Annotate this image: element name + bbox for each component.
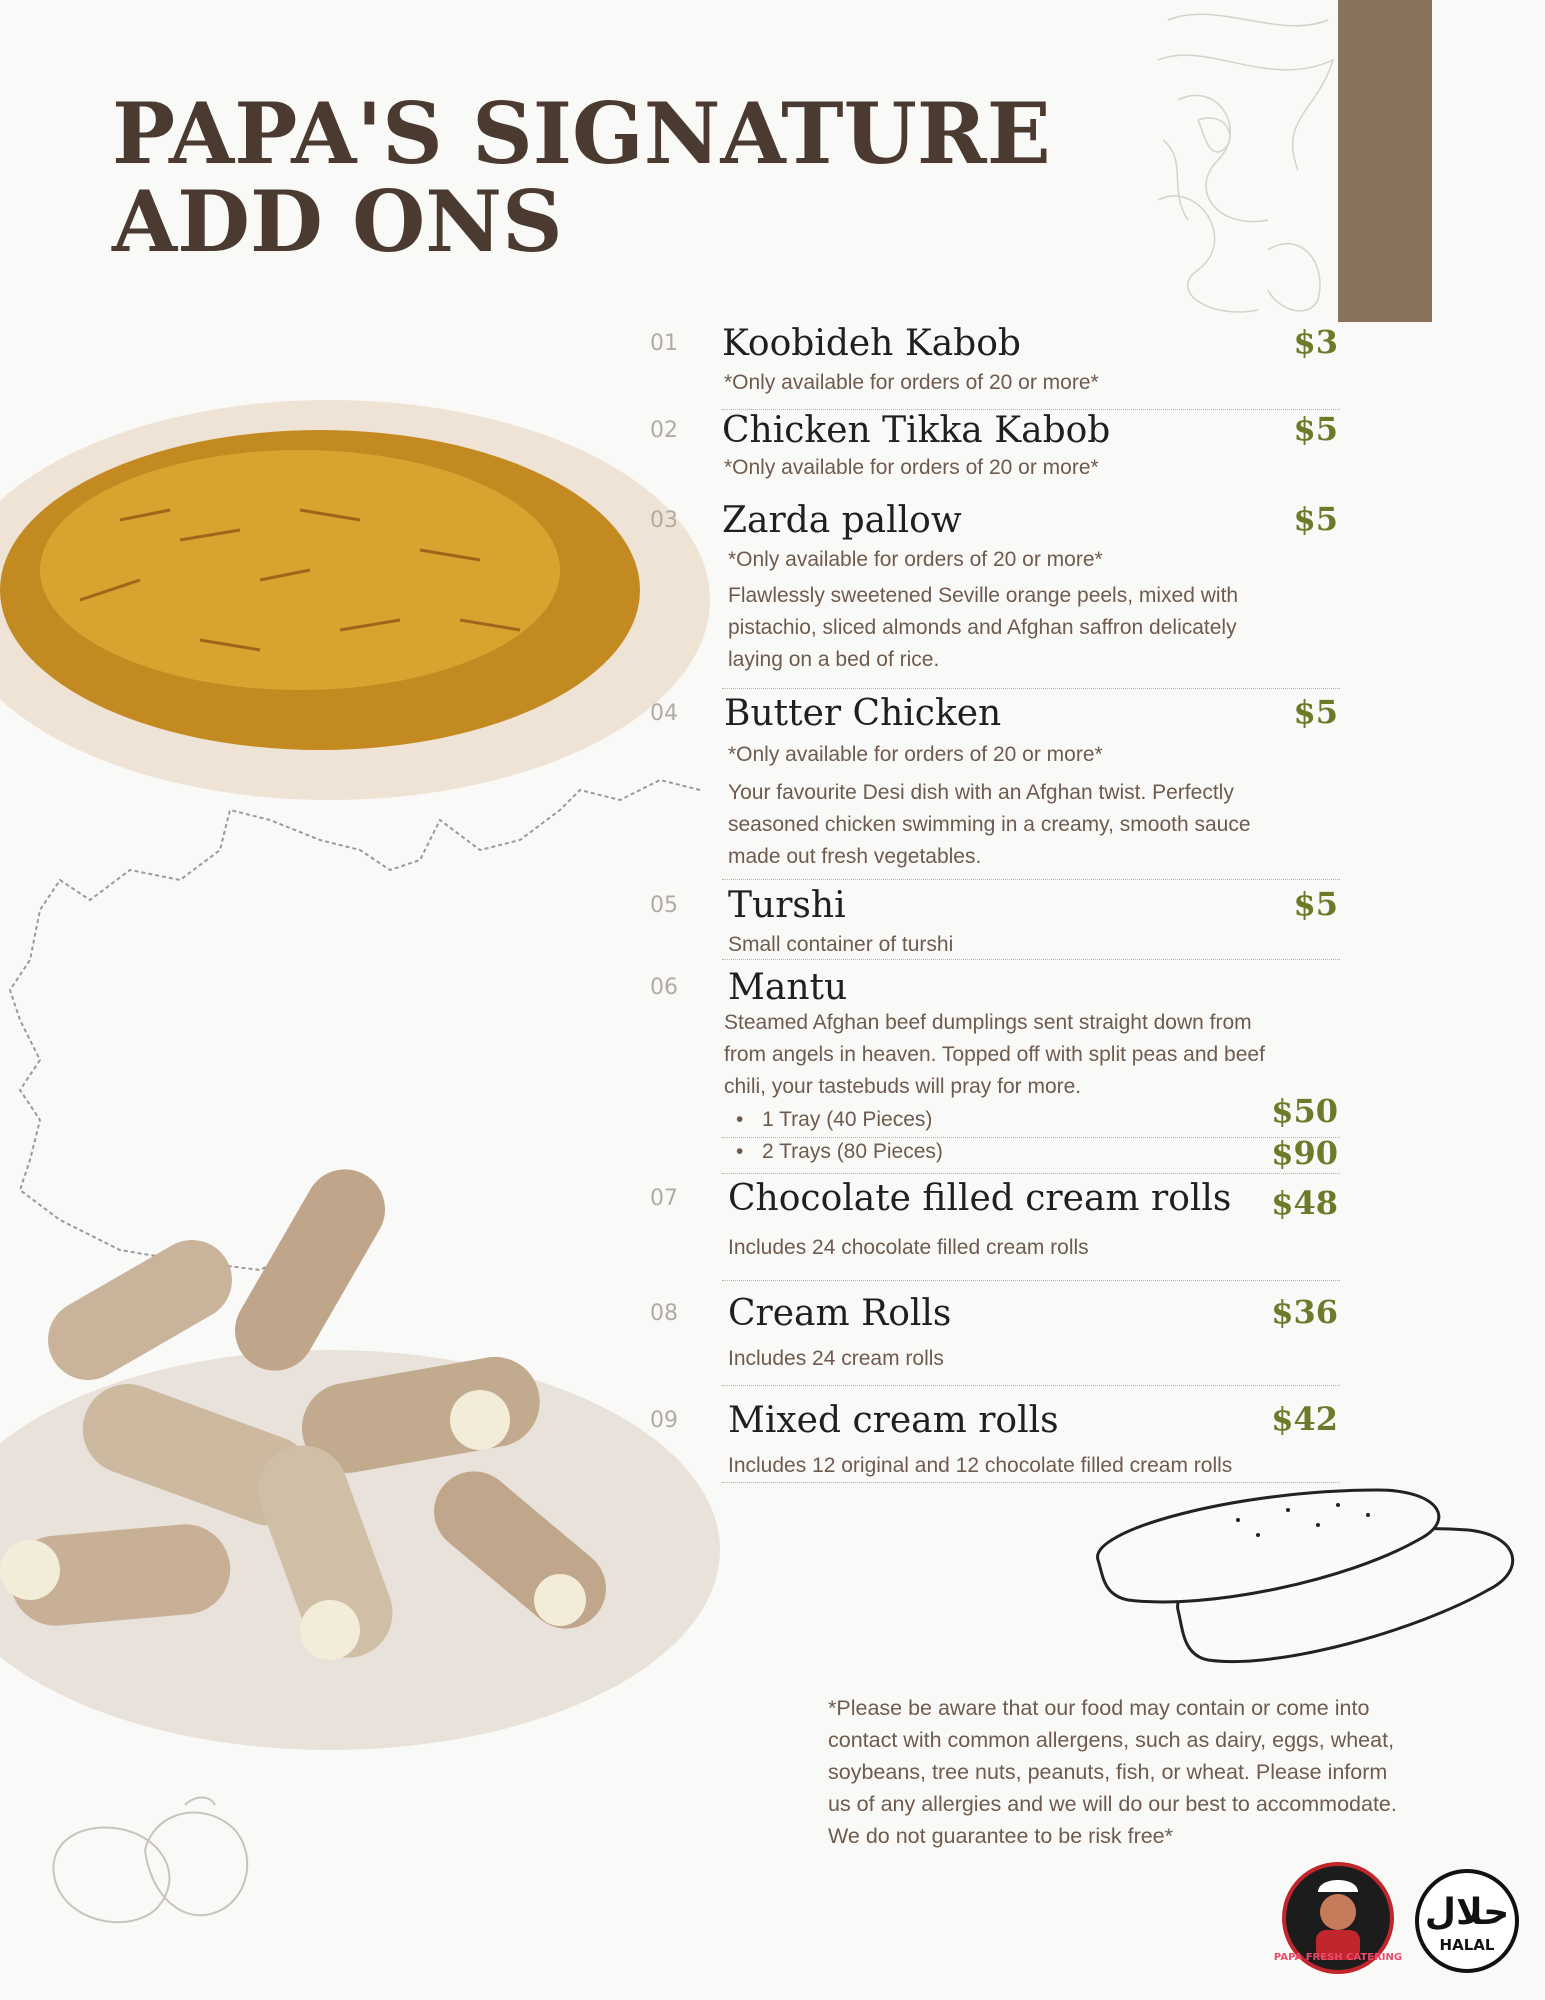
divider	[722, 879, 1340, 880]
menu-item-butter-chicken	[650, 693, 1340, 878]
mantu-option-2-price: $90	[1271, 1134, 1338, 1172]
title-line-2: ADD ONS	[112, 172, 563, 271]
mantu-option-1: • 1 Tray (40 Pieces)	[724, 1104, 1322, 1136]
brand-text: PAPA FRESH CATERING	[1273, 1952, 1403, 1963]
item-number: 02	[650, 418, 678, 443]
item-number: 05	[650, 893, 678, 918]
item-price: $5	[1293, 885, 1338, 923]
item-price: $3	[1293, 323, 1338, 361]
menu-item-turshi	[650, 885, 1340, 960]
item-number: 07	[650, 1186, 678, 1211]
item-name: Chocolate filled cream rolls	[728, 1178, 1232, 1219]
item-price: $42	[1271, 1400, 1338, 1438]
item-name: Turshi	[728, 885, 846, 926]
divider	[722, 1385, 1340, 1386]
divider	[722, 1173, 1340, 1174]
item-name: Cream Rolls	[728, 1293, 952, 1334]
item-description: Steamed Afghan beef dumplings sent straight down from from angels in heaven. Topped off with split peas and beef chili, your tastebuds will pray for more.	[724, 1011, 1265, 1098]
divider	[722, 1482, 1340, 1483]
item-number: 04	[650, 701, 678, 726]
item-note: *Only available for orders of 20 or more*	[728, 743, 1103, 766]
page-title	[112, 84, 1051, 271]
item-price: $5	[1293, 410, 1338, 448]
item-name: Mixed cream rolls	[728, 1400, 1059, 1441]
mantu-option-2: • 2 Trays (80 Pieces)	[724, 1136, 1322, 1168]
zarda-pallow-photo	[0, 400, 720, 820]
mantu-option-1-price: $50	[1271, 1092, 1338, 1130]
menu-item-chicken-tikka-kabob	[650, 410, 1340, 490]
item-name: Chicken Tikka Kabob	[722, 410, 1111, 451]
item-description: Flawlessly sweetened Seville orange peels, mixed with pistachio, sliced almonds and Afghan saffron delicately laying on a bed of rice.	[728, 584, 1239, 671]
divider	[722, 688, 1340, 689]
halal-arabic-text: حلال	[1424, 1892, 1510, 1933]
item-number: 01	[650, 331, 678, 356]
item-note: *Only available for orders of 20 or more*	[724, 371, 1099, 394]
divider	[722, 959, 1340, 960]
item-number: 09	[650, 1408, 678, 1433]
menu-item-koobideh-kabob	[650, 323, 1340, 403]
menu-item-chocolate-cream-rolls	[650, 1178, 1340, 1278]
item-name: Zarda pallow	[722, 500, 962, 541]
item-number: 03	[650, 508, 678, 533]
bread-sketch	[1088, 1480, 1528, 1680]
item-description: Includes 24 cream rolls	[728, 1347, 944, 1370]
item-number: 08	[650, 1301, 678, 1326]
item-description: Your favourite Desi dish with an Afghan twist. Perfectly seasoned chicken swimming in a creamy, smooth sauce made out fresh vegetables.	[728, 781, 1251, 868]
item-price: $5	[1293, 500, 1338, 538]
pepper-sketch	[35, 1790, 265, 1940]
item-number: 06	[650, 975, 678, 1000]
cream-rolls-photo	[0, 1150, 720, 1760]
menu-item-cream-rolls	[650, 1293, 1340, 1383]
item-price: $5	[1293, 693, 1338, 731]
halal-text: HALAL	[1439, 1936, 1495, 1954]
allergen-disclaimer: *Please be aware that our food may contain or come into contact with common allergens, such as dairy, eggs, wheat, soybeans, tree nuts, peanuts, fish, or wheat. Please inform us of any allergies and we will do our best to accommodate. We do not guarantee to be risk free*	[828, 1696, 1397, 1848]
menu-item-mixed-cream-rolls	[650, 1400, 1340, 1490]
item-description: Small container of turshi	[728, 933, 954, 956]
menu-item-mantu	[650, 967, 1340, 1177]
item-name: Butter Chicken	[724, 693, 1002, 734]
halal-logo	[1414, 1868, 1520, 1974]
topographic-decoration	[1158, 0, 1338, 320]
item-description: Includes 12 original and 12 chocolate filled cream rolls	[728, 1454, 1233, 1477]
title-line-1: PAPA'S SIGNATURE	[112, 84, 1051, 183]
item-description: Includes 24 chocolate filled cream rolls	[728, 1236, 1089, 1259]
item-note: *Only available for orders of 20 or more*	[728, 548, 1103, 571]
item-name: Mantu	[728, 967, 848, 1008]
item-name: Koobideh Kabob	[722, 323, 1021, 364]
menu-item-zarda-pallow	[650, 500, 1340, 690]
item-note: *Only available for orders of 20 or more*	[724, 456, 1099, 479]
papa-fresh-catering-logo	[1273, 1862, 1403, 1974]
divider	[722, 1280, 1340, 1281]
item-price: $48	[1271, 1184, 1338, 1222]
accent-bar	[1338, 0, 1432, 322]
item-price: $36	[1271, 1293, 1338, 1331]
